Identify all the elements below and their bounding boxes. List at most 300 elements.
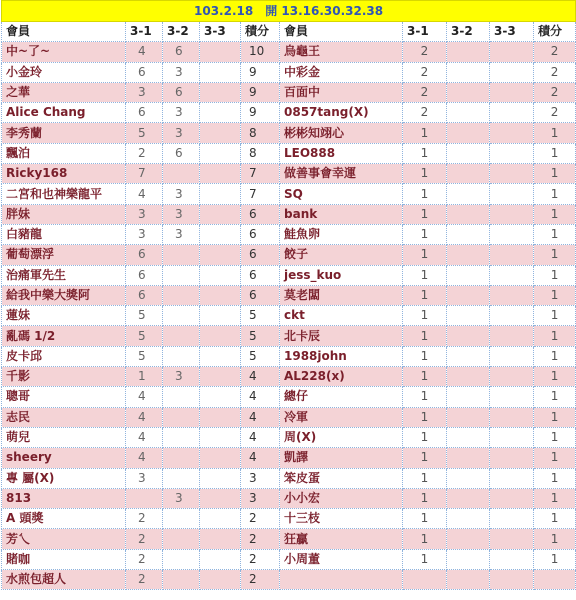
points-total: 8 [241, 123, 280, 143]
score-3-3 [200, 570, 241, 590]
table-row [2, 427, 576, 447]
header-3-2-right: 3-2 [447, 22, 490, 42]
score-3-1: 2 [126, 549, 163, 569]
score-3-2 [163, 164, 200, 184]
points-total: 1 [534, 285, 576, 305]
score-3-2 [163, 265, 200, 285]
member-name: 白豬龍 [2, 224, 126, 244]
score-3-3 [490, 123, 534, 143]
member-name: 周(X) [280, 427, 403, 447]
score-3-3 [200, 488, 241, 508]
score-3-2 [447, 42, 490, 62]
points-total: 5 [241, 326, 280, 346]
points-total: 9 [241, 62, 280, 82]
table-row [2, 407, 576, 427]
member-name: 二宮和也神樂龍平 [2, 184, 126, 204]
score-3-2 [447, 123, 490, 143]
score-3-1: 2 [126, 509, 163, 529]
score-3-3 [200, 123, 241, 143]
score-3-2 [447, 570, 490, 590]
score-3-3 [490, 204, 534, 224]
table-row [2, 306, 576, 326]
score-3-1: 2 [126, 529, 163, 549]
table-row [2, 285, 576, 305]
points-total [534, 570, 576, 590]
score-3-3 [490, 265, 534, 285]
score-3-3 [200, 82, 241, 102]
score-3-1: 6 [126, 265, 163, 285]
draw-banner: 103.2.18 開 13.16.30.32.38 [2, 1, 576, 22]
score-3-1: 1 [403, 549, 447, 569]
score-3-1: 6 [126, 285, 163, 305]
score-3-1: 2 [126, 570, 163, 590]
member-name: 千影 [2, 367, 126, 387]
points-total: 1 [534, 448, 576, 468]
score-3-3 [490, 529, 534, 549]
table-row [2, 448, 576, 468]
score-3-2 [447, 549, 490, 569]
table-row [2, 62, 576, 82]
score-3-2 [163, 448, 200, 468]
points-total: 1 [534, 407, 576, 427]
member-name: 813 [2, 488, 126, 508]
table-row [2, 367, 576, 387]
score-3-2 [447, 427, 490, 447]
score-3-1: 5 [126, 346, 163, 366]
score-3-3 [200, 285, 241, 305]
score-3-1: 2 [403, 62, 447, 82]
score-3-2 [447, 265, 490, 285]
score-3-1: 1 [403, 346, 447, 366]
score-3-1: 1 [403, 245, 447, 265]
points-total: 1 [534, 265, 576, 285]
score-3-1 [403, 570, 447, 590]
score-3-2 [447, 367, 490, 387]
member-name: 專 屬(X) [2, 468, 126, 488]
score-3-2 [163, 509, 200, 529]
score-3-1: 1 [403, 387, 447, 407]
score-3-2 [447, 82, 490, 102]
score-3-1: 1 [403, 326, 447, 346]
points-total: 1 [534, 427, 576, 447]
score-3-2 [163, 549, 200, 569]
score-3-2 [163, 387, 200, 407]
score-3-3 [490, 427, 534, 447]
score-3-3 [490, 285, 534, 305]
score-3-1: 1 [403, 204, 447, 224]
member-name: AL228(x) [280, 367, 403, 387]
score-3-2 [447, 387, 490, 407]
points-total: 2 [241, 529, 280, 549]
score-3-2 [447, 529, 490, 549]
score-3-1: 2 [403, 82, 447, 102]
score-3-3 [200, 103, 241, 123]
points-total: 6 [241, 245, 280, 265]
points-total: 1 [534, 488, 576, 508]
score-3-3 [490, 143, 534, 163]
score-3-1: 1 [403, 448, 447, 468]
member-name: 彬彬知翊心 [280, 123, 403, 143]
member-name: 中彩金 [280, 62, 403, 82]
score-3-3 [200, 306, 241, 326]
member-name: 志民 [2, 407, 126, 427]
points-total: 1 [534, 164, 576, 184]
score-3-1: 1 [403, 184, 447, 204]
table-row [2, 488, 576, 508]
table-row [2, 245, 576, 265]
points-total: 9 [241, 82, 280, 102]
points-total: 3 [241, 488, 280, 508]
score-3-2: 3 [163, 367, 200, 387]
points-total: 5 [241, 306, 280, 326]
score-3-2 [447, 326, 490, 346]
member-name: 水煎包超人 [2, 570, 126, 590]
header-3-1-right: 3-1 [403, 22, 447, 42]
score-3-3 [200, 184, 241, 204]
score-3-1: 6 [126, 245, 163, 265]
member-name: 給我中樂大獎阿 [2, 285, 126, 305]
table-row [2, 123, 576, 143]
member-name: 北卡辰 [280, 326, 403, 346]
score-3-2: 3 [163, 103, 200, 123]
member-name: 中~了~ [2, 42, 126, 62]
score-3-2 [163, 285, 200, 305]
table-row [2, 164, 576, 184]
header-row [2, 22, 576, 42]
score-3-2: 3 [163, 62, 200, 82]
score-3-3 [490, 164, 534, 184]
score-3-2 [447, 285, 490, 305]
header-member-left: 會員 [2, 22, 126, 42]
score-3-2: 6 [163, 143, 200, 163]
score-3-2 [163, 529, 200, 549]
points-total: 2 [241, 509, 280, 529]
points-total: 2 [241, 570, 280, 590]
table-row [2, 529, 576, 549]
points-total: 1 [534, 306, 576, 326]
points-total: 8 [241, 143, 280, 163]
score-3-2 [163, 346, 200, 366]
score-3-3 [490, 42, 534, 62]
score-3-1: 3 [126, 82, 163, 102]
table-row [2, 204, 576, 224]
score-3-3 [490, 468, 534, 488]
score-3-3 [200, 326, 241, 346]
score-3-3 [490, 326, 534, 346]
member-name: 十三枝 [280, 509, 403, 529]
member-name: LEO888 [280, 143, 403, 163]
score-3-2: 3 [163, 184, 200, 204]
score-3-3 [490, 184, 534, 204]
score-3-2 [163, 570, 200, 590]
points-total: 1 [534, 326, 576, 346]
member-name: 小周董 [280, 549, 403, 569]
points-total: 5 [241, 346, 280, 366]
score-3-1: 2 [403, 103, 447, 123]
score-3-2 [447, 164, 490, 184]
points-total: 9 [241, 103, 280, 123]
member-name: SQ [280, 184, 403, 204]
points-total: 6 [241, 204, 280, 224]
score-3-3 [200, 42, 241, 62]
score-3-2: 3 [163, 204, 200, 224]
points-total: 7 [241, 164, 280, 184]
score-3-2 [163, 407, 200, 427]
points-total: 3 [241, 468, 280, 488]
score-3-3 [200, 509, 241, 529]
score-3-3 [490, 570, 534, 590]
score-3-3 [200, 367, 241, 387]
score-3-1: 3 [126, 204, 163, 224]
points-total: 4 [241, 387, 280, 407]
points-total: 2 [241, 549, 280, 569]
points-total: 1 [534, 184, 576, 204]
member-name: 皮卡邱 [2, 346, 126, 366]
score-3-2 [447, 204, 490, 224]
score-3-3 [200, 143, 241, 163]
member-name: Ricky168 [2, 164, 126, 184]
points-total: 1 [534, 123, 576, 143]
score-3-1 [126, 488, 163, 508]
score-3-3 [200, 468, 241, 488]
score-3-3 [200, 204, 241, 224]
score-3-3 [200, 387, 241, 407]
points-total: 4 [241, 448, 280, 468]
score-3-1: 1 [403, 488, 447, 508]
table-row [2, 82, 576, 102]
score-3-1: 1 [403, 164, 447, 184]
score-3-2 [163, 306, 200, 326]
score-3-1: 1 [126, 367, 163, 387]
score-3-1: 1 [403, 367, 447, 387]
points-total: 6 [241, 224, 280, 244]
points-total: 4 [241, 427, 280, 447]
score-3-2 [163, 468, 200, 488]
points-total: 4 [241, 367, 280, 387]
member-name: 飄泊 [2, 143, 126, 163]
member-name: 胖妹 [2, 204, 126, 224]
score-3-1: 1 [403, 306, 447, 326]
score-3-1: 3 [126, 468, 163, 488]
score-3-3 [200, 346, 241, 366]
table-row [2, 326, 576, 346]
table-row [2, 184, 576, 204]
score-3-2 [447, 62, 490, 82]
score-3-3 [490, 346, 534, 366]
points-total: 1 [534, 367, 576, 387]
score-3-1: 1 [403, 224, 447, 244]
member-name: 1988john [280, 346, 403, 366]
points-total: 7 [241, 184, 280, 204]
score-3-1: 1 [403, 265, 447, 285]
points-total: 6 [241, 285, 280, 305]
score-3-3 [490, 448, 534, 468]
header-member-right: 會員 [280, 22, 403, 42]
score-3-1: 5 [126, 326, 163, 346]
score-3-3 [200, 245, 241, 265]
score-3-3 [490, 367, 534, 387]
score-3-3 [200, 164, 241, 184]
member-name: A 頭獎 [2, 509, 126, 529]
points-total: 10 [241, 42, 280, 62]
member-name: sheery [2, 448, 126, 468]
score-3-3 [200, 224, 241, 244]
score-3-1: 2 [126, 143, 163, 163]
score-3-2 [447, 407, 490, 427]
score-3-3 [200, 62, 241, 82]
member-name: 總仔 [280, 387, 403, 407]
member-name: ckt [280, 306, 403, 326]
member-name: 治痛軍先生 [2, 265, 126, 285]
score-3-1: 1 [403, 407, 447, 427]
table-row [2, 143, 576, 163]
points-total: 1 [534, 529, 576, 549]
score-3-3 [490, 224, 534, 244]
score-3-2 [447, 103, 490, 123]
member-name: 狂贏 [280, 529, 403, 549]
table-row [2, 346, 576, 366]
header-points-left: 積分 [241, 22, 280, 42]
score-3-1: 6 [126, 103, 163, 123]
member-name: jess_kuo [280, 265, 403, 285]
header-points-right: 積分 [534, 22, 576, 42]
member-name: 亂碼 1/2 [2, 326, 126, 346]
score-3-1: 7 [126, 164, 163, 184]
score-3-3 [490, 82, 534, 102]
member-name: 0857tang(X) [280, 103, 403, 123]
score-3-2 [447, 448, 490, 468]
score-3-1: 1 [403, 123, 447, 143]
score-3-2 [447, 306, 490, 326]
score-3-1: 6 [126, 62, 163, 82]
member-name: 賭咖 [2, 549, 126, 569]
score-3-2 [447, 184, 490, 204]
score-3-3 [490, 407, 534, 427]
member-name: 冷軍 [280, 407, 403, 427]
member-name: 小小宏 [280, 488, 403, 508]
score-3-1: 1 [403, 427, 447, 447]
table-row [2, 265, 576, 285]
points-total: 2 [534, 103, 576, 123]
member-name: 之華 [2, 82, 126, 102]
score-3-3 [490, 306, 534, 326]
score-3-2: 3 [163, 224, 200, 244]
table-row [2, 509, 576, 529]
member-name: 莫老闆 [280, 285, 403, 305]
member-name: 笨皮蛋 [280, 468, 403, 488]
member-name: 餃子 [280, 245, 403, 265]
member-name: 蓮妹 [2, 306, 126, 326]
member-name: 百面中 [280, 82, 403, 102]
score-3-3 [490, 549, 534, 569]
member-name: 凱譯 [280, 448, 403, 468]
score-3-3 [200, 427, 241, 447]
score-3-2 [447, 488, 490, 508]
score-3-1: 1 [403, 468, 447, 488]
score-3-1: 1 [403, 509, 447, 529]
points-total: 1 [534, 387, 576, 407]
score-3-1: 1 [403, 529, 447, 549]
header-3-3-right: 3-3 [490, 22, 534, 42]
score-table [1, 0, 576, 590]
score-3-1: 4 [126, 448, 163, 468]
points-total: 1 [534, 509, 576, 529]
score-3-1: 2 [403, 42, 447, 62]
table-row [2, 103, 576, 123]
table-row [2, 42, 576, 62]
points-total: 1 [534, 224, 576, 244]
member-name [280, 570, 403, 590]
score-3-2: 6 [163, 82, 200, 102]
header-3-3-left: 3-3 [200, 22, 241, 42]
banner-row [2, 1, 576, 22]
score-3-1: 4 [126, 184, 163, 204]
member-name: 鮭魚卵 [280, 224, 403, 244]
score-3-3 [490, 488, 534, 508]
member-name: Alice Chang [2, 103, 126, 123]
score-3-1: 5 [126, 123, 163, 143]
score-3-2 [163, 427, 200, 447]
score-3-2 [447, 143, 490, 163]
score-3-3 [490, 245, 534, 265]
score-3-3 [490, 387, 534, 407]
member-name: 做善事會幸運 [280, 164, 403, 184]
points-total: 4 [241, 407, 280, 427]
score-3-1: 1 [403, 143, 447, 163]
points-total: 1 [534, 468, 576, 488]
score-3-1: 4 [126, 407, 163, 427]
table-row [2, 468, 576, 488]
member-name: 小金玲 [2, 62, 126, 82]
score-3-3 [490, 62, 534, 82]
score-3-2 [163, 326, 200, 346]
points-total: 1 [534, 204, 576, 224]
score-3-1: 1 [403, 285, 447, 305]
table-row [2, 224, 576, 244]
score-3-3 [200, 407, 241, 427]
table-row [2, 549, 576, 569]
score-3-1: 5 [126, 306, 163, 326]
points-total: 1 [534, 143, 576, 163]
score-3-1: 3 [126, 224, 163, 244]
member-name: 萌兒 [2, 427, 126, 447]
points-total: 6 [241, 265, 280, 285]
member-name: 聰哥 [2, 387, 126, 407]
score-3-2 [447, 509, 490, 529]
points-total: 1 [534, 549, 576, 569]
score-3-2: 3 [163, 123, 200, 143]
header-3-2-left: 3-2 [163, 22, 200, 42]
points-total: 2 [534, 62, 576, 82]
member-name: 李秀蘭 [2, 123, 126, 143]
score-3-2: 3 [163, 488, 200, 508]
table-row [2, 570, 576, 590]
score-3-2 [447, 468, 490, 488]
score-3-3 [490, 509, 534, 529]
member-name: bank [280, 204, 403, 224]
member-name: 烏龜王 [280, 42, 403, 62]
points-total: 2 [534, 42, 576, 62]
header-3-1-left: 3-1 [126, 22, 163, 42]
score-3-1: 4 [126, 42, 163, 62]
score-3-3 [200, 265, 241, 285]
score-3-3 [200, 529, 241, 549]
score-3-3 [200, 448, 241, 468]
score-3-3 [490, 103, 534, 123]
score-3-2 [163, 245, 200, 265]
points-total: 1 [534, 245, 576, 265]
table-row [2, 387, 576, 407]
